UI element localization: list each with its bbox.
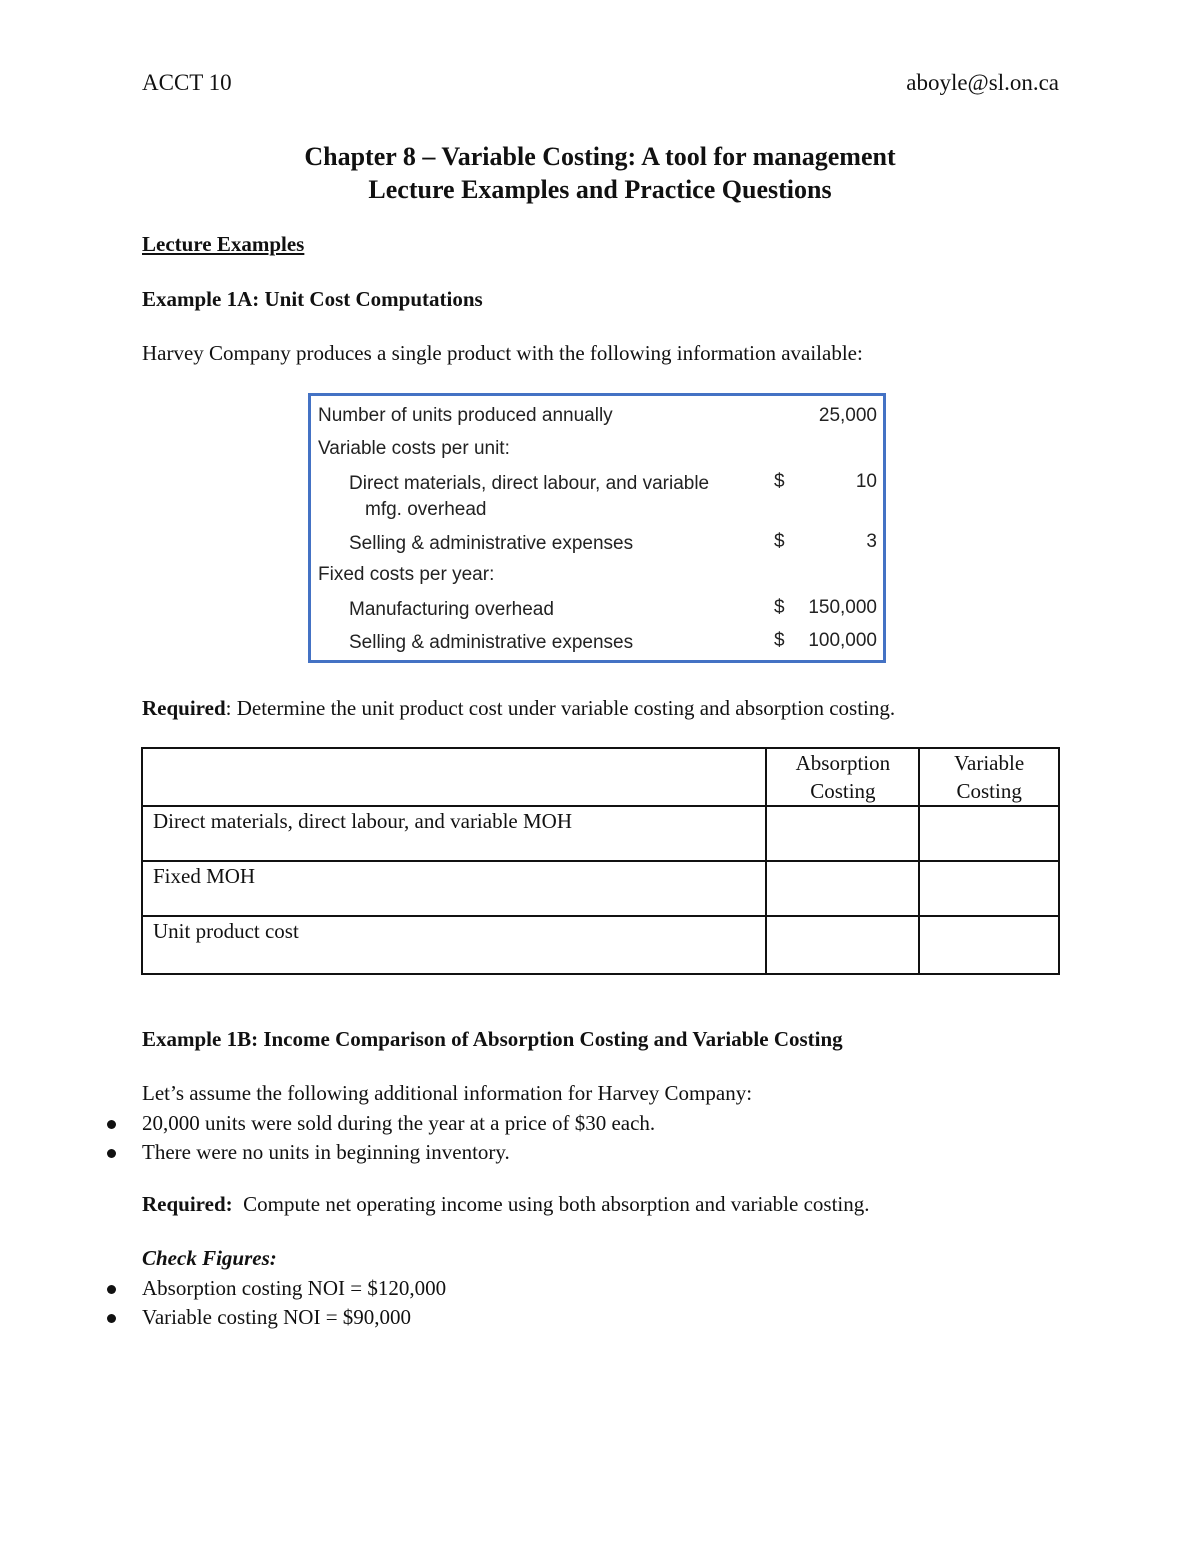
example-1a-intro: Harvey Company produces a single product with the following information available:: [142, 341, 863, 365]
col-header-absorption: Absorption Costing: [766, 748, 919, 806]
bullet-icon: [107, 1149, 116, 1158]
example-1a-required: [142, 696, 895, 721]
bullet-icon: [107, 1314, 116, 1323]
example-1b-required: [142, 1192, 870, 1217]
check-figures-list: [142, 1274, 446, 1332]
example-1a-heading: Example 1A: Unit Cost Computations: [142, 287, 483, 311]
given-label-line2: mfg. overhead: [365, 499, 487, 520]
document-title: Chapter 8 – Variable Costing: A tool for management: [304, 142, 896, 171]
given-label: Fixed costs per year:: [318, 564, 495, 585]
given-symbol: $: [774, 471, 785, 492]
variable-answer-cell[interactable]: [919, 806, 1059, 861]
absorption-answer-cell[interactable]: [766, 861, 919, 916]
absorption-answer-cell[interactable]: [766, 806, 919, 861]
course-code: ACCT 10: [142, 70, 232, 95]
row-label: Unit product cost: [142, 916, 766, 974]
table-header-empty: [142, 748, 766, 806]
given-value: 150,000: [808, 597, 877, 618]
given-value: 25,000: [818, 405, 877, 426]
unit-cost-answer-table: [141, 747, 1060, 975]
given-information-box: [308, 393, 886, 663]
list-item: There were no units in beginning inventory.: [72, 1138, 655, 1167]
required-label: Required: [142, 696, 226, 720]
document-subtitle: Lecture Examples and Practice Questions: [368, 175, 832, 204]
col-header-variable: Variable Costing: [919, 748, 1059, 806]
table-row: [142, 916, 1059, 974]
given-label-line1: Direct materials, direct labour, and variable: [349, 473, 710, 494]
given-label: Selling & administrative expenses: [349, 632, 634, 653]
row-label: Fixed MOH: [142, 861, 766, 916]
given-value: 3: [866, 531, 877, 552]
list-item: Variable costing NOI = $90,000: [72, 1303, 446, 1332]
given-label: [349, 471, 709, 523]
required-text: : Determine the unit product cost under variable costing and absorption costing.: [225, 696, 896, 720]
bullet-icon: [107, 1120, 116, 1129]
list-item: Absorption costing NOI = $120,000: [72, 1274, 446, 1303]
bullet-icon: [107, 1285, 116, 1294]
given-symbol: $: [774, 597, 785, 618]
check-figures-heading: Check Figures:: [142, 1246, 277, 1270]
absorption-answer-cell[interactable]: [766, 916, 919, 974]
example-1b-intro: Let’s assume the following additional information for Harvey Company:: [142, 1081, 753, 1105]
required-label: Required:: [142, 1192, 233, 1216]
variable-answer-cell[interactable]: [919, 861, 1059, 916]
table-row: [142, 861, 1059, 916]
row-label: Direct materials, direct labour, and variable MOH: [142, 806, 766, 861]
given-value: 10: [855, 471, 877, 492]
section-heading-lecture-examples: Lecture Examples: [142, 232, 305, 256]
given-label: Number of units produced annually: [318, 405, 613, 426]
example-1b-bullets: [142, 1109, 655, 1167]
table-header-row: [142, 748, 1059, 806]
given-symbol: $: [774, 630, 785, 651]
given-label: Manufacturing overhead: [349, 599, 554, 620]
variable-answer-cell[interactable]: [919, 916, 1059, 974]
given-label: Selling & administrative expenses: [349, 533, 634, 554]
list-item: 20,000 units were sold during the year at a price of $30 each.: [72, 1109, 655, 1138]
required-text: Compute net operating income using both absorption and variable costing.: [232, 1192, 870, 1216]
example-1b-heading: Example 1B: Income Comparison of Absorption Costing and Variable Costing: [142, 1027, 843, 1051]
given-label: Variable costs per unit:: [318, 438, 510, 459]
given-symbol: $: [774, 531, 785, 552]
given-value: 100,000: [808, 630, 877, 651]
table-row: [142, 806, 1059, 861]
author-email: aboyle@sl.on.ca: [906, 70, 1059, 95]
